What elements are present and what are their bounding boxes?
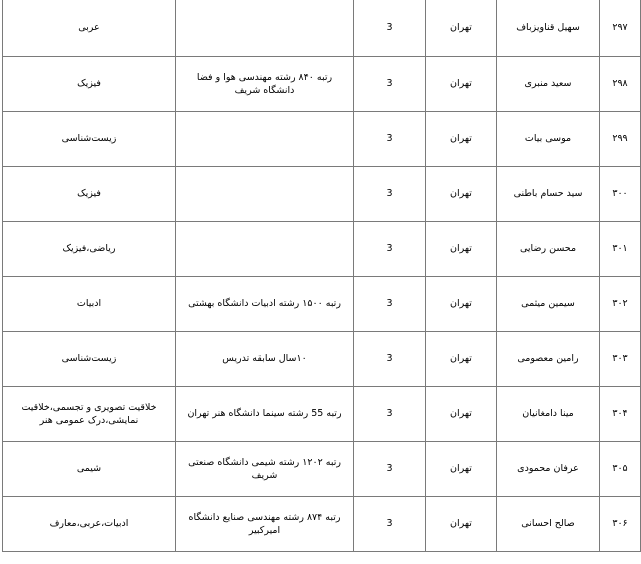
subject-cell (3, 276, 176, 331)
subject-text: خلاقیت تصویری و تجسمی،خلاقیت نمایشی،درک عمومی هنر (21, 401, 157, 426)
name-cell: محسن رضایی (497, 221, 600, 276)
city-cell: تهران (426, 221, 497, 276)
name-cell: صالح احسانی (497, 496, 600, 551)
note-cell: رتبه ۱۲۰۲ رشته شیمی دانشگاه صنعتی شریف (176, 441, 354, 496)
row-number-cell: ۲۹۹ (600, 111, 641, 166)
city-cell: تهران (426, 331, 497, 386)
table-row (3, 331, 641, 386)
code-cell: 3 (354, 276, 426, 331)
city-cell: تهران (426, 56, 497, 111)
note-cell: رتبه ۸۷۴ رشته مهندسی صنایع دانشگاه امیرکبیر (176, 496, 354, 551)
name-cell: موسی بیات (497, 111, 600, 166)
code-cell: 3 (354, 0, 426, 56)
code-cell: 3 (354, 111, 426, 166)
note-cell (176, 111, 354, 166)
table-row (3, 276, 641, 331)
note-cell: رتبه ۱۵۰۰ رشته ادبیات دانشگاه بهشتی (176, 276, 354, 331)
subject-text: ریاضی،فیزیک (62, 243, 116, 254)
name-cell: عرفان محمودی (497, 441, 600, 496)
city-cell: تهران (426, 441, 497, 496)
subject-text: فیزیک (77, 188, 101, 199)
code-cell: 3 (354, 386, 426, 441)
subject-cell (3, 0, 176, 56)
table-row (3, 496, 641, 551)
table-row (3, 386, 641, 441)
row-number-cell: ۳۰۲ (600, 276, 641, 331)
city-cell: تهران (426, 111, 497, 166)
name-cell: سیمین میثمی (497, 276, 600, 331)
subject-text: ادبیات (76, 298, 102, 309)
table-row (3, 221, 641, 276)
row-number-cell: ۳۰۶ (600, 496, 641, 551)
note-cell: ۱۰سال سابقه تدریس (176, 331, 354, 386)
subject-cell (3, 111, 176, 166)
note-cell (176, 166, 354, 221)
row-number-cell: ۳۰۰ (600, 166, 641, 221)
note-cell (176, 221, 354, 276)
subject-cell (3, 496, 176, 551)
table-row (3, 0, 641, 56)
subject-text: فیزیک (77, 78, 101, 89)
code-cell: 3 (354, 331, 426, 386)
name-cell: سهیل قناویزباف (497, 0, 600, 56)
code-cell: 3 (354, 166, 426, 221)
table-row (3, 56, 641, 111)
table-row (3, 166, 641, 221)
subject-text: عربی (78, 22, 100, 34)
row-number-cell: ۲۹۷ (600, 0, 641, 56)
name-cell: سعید منبری (497, 56, 600, 111)
city-cell: تهران (426, 386, 497, 441)
subject-cell (3, 221, 176, 276)
code-cell: 3 (354, 221, 426, 276)
city-cell: تهران (426, 276, 497, 331)
subject-cell (3, 331, 176, 386)
code-cell: 3 (354, 56, 426, 111)
code-cell: 3 (354, 496, 426, 551)
row-number-cell: ۳۰۳ (600, 331, 641, 386)
row-number-cell: ۳۰۴ (600, 386, 641, 441)
city-cell: تهران (426, 0, 497, 56)
name-cell: سید حسام باطنی (497, 166, 600, 221)
name-cell: مینا دامغانیان (497, 386, 600, 441)
city-cell: تهران (426, 166, 497, 221)
subject-text: زیست‌شناسی (61, 353, 117, 364)
subject-cell (3, 386, 176, 441)
subject-text: زیست‌شناسی (61, 133, 117, 144)
name-cell: رامین معصومی (497, 331, 600, 386)
row-number-cell: ۲۹۸ (600, 56, 641, 111)
subject-text: ادبیات،عربی،معارف (49, 518, 129, 529)
row-number-cell: ۳۰۵ (600, 441, 641, 496)
subject-text: شیمی (76, 463, 102, 474)
teachers-table (2, 0, 641, 552)
subject-cell (3, 441, 176, 496)
note-cell (176, 0, 354, 56)
teachers-table-body (3, 0, 641, 551)
table-row (3, 111, 641, 166)
code-cell: 3 (354, 441, 426, 496)
subject-cell (3, 166, 176, 221)
note-cell: رتبه ۸۴۰ رشته مهندسی هوا و فضا دانشگاه شریف (176, 56, 354, 111)
note-cell: رتبه 55 رشته سینما دانشگاه هنر تهران (176, 386, 354, 441)
city-cell: تهران (426, 496, 497, 551)
subject-cell (3, 56, 176, 111)
row-number-cell: ۳۰۱ (600, 221, 641, 276)
table-row (3, 441, 641, 496)
